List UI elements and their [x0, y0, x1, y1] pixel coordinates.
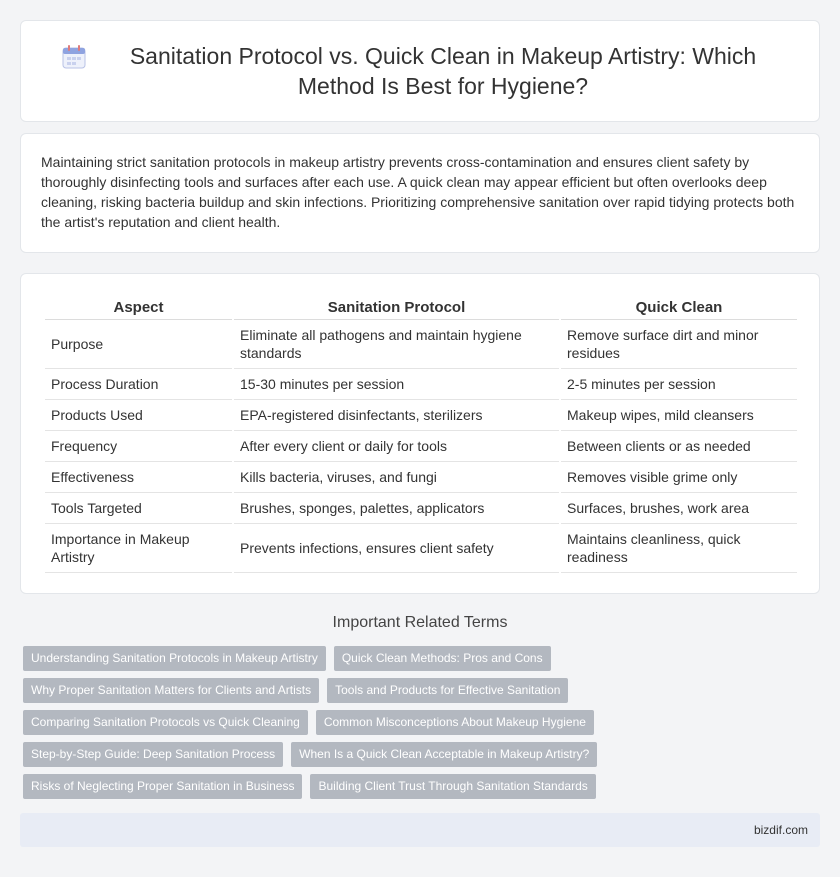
header-aspect: Aspect [45, 294, 232, 320]
cell-sanitation: After every client or daily for tools [234, 431, 559, 462]
related-term-tag[interactable]: When Is a Quick Clean Acceptable in Makeup Artistry? [291, 742, 597, 767]
table-row [45, 369, 797, 400]
cell-quick-clean: Between clients or as needed [561, 431, 797, 462]
cell-quick-clean: Surfaces, brushes, work area [561, 493, 797, 524]
table-row [45, 462, 797, 493]
table-row [45, 320, 797, 369]
cell-quick-clean: Remove surface dirt and minor residues [561, 320, 797, 369]
intro-card [20, 133, 820, 253]
related-term-tag[interactable]: Understanding Sanitation Protocols in Makeup Artistry [23, 646, 326, 671]
cell-aspect: Purpose [45, 320, 232, 369]
cell-quick-clean: 2-5 minutes per session [561, 369, 797, 400]
header-quick-clean: Quick Clean [561, 294, 797, 320]
table-row [45, 493, 797, 524]
related-term-tag[interactable]: Risks of Neglecting Proper Sanitation in Business [23, 774, 302, 799]
comparison-table-card [20, 273, 820, 594]
cell-aspect: Tools Targeted [45, 493, 232, 524]
header-sanitation-protocol: Sanitation Protocol [234, 294, 559, 320]
table-row [45, 400, 797, 431]
related-term-tag[interactable]: Tools and Products for Effective Sanitation [327, 678, 568, 703]
footer-site-link[interactable]: bizdif.com [753, 823, 808, 837]
related-terms-title: Important Related Terms [332, 614, 508, 631]
table-row [45, 431, 797, 462]
related-term-tag[interactable]: Step-by-Step Guide: Deep Sanitation Process [23, 742, 283, 767]
table-row [45, 524, 797, 573]
cell-quick-clean: Maintains cleanliness, quick readiness [561, 524, 797, 573]
related-term-tag[interactable]: Building Client Trust Through Sanitation Standards [310, 774, 595, 799]
cell-aspect: Frequency [45, 431, 232, 462]
header-card [20, 20, 820, 122]
comparison-table [43, 294, 799, 573]
calendar-icon [61, 44, 87, 70]
cell-sanitation: 15-30 minutes per session [234, 369, 559, 400]
cell-aspect: Effectiveness [45, 462, 232, 493]
footer [20, 813, 820, 847]
related-term-tag[interactable]: Comparing Sanitation Protocols vs Quick Cleaning [23, 710, 308, 735]
page-title: Sanitation Protocol vs. Quick Clean in Makeup Artistry: Which Method Is Best for Hygiene? [129, 43, 757, 99]
related-term-tag[interactable]: Common Misconceptions About Makeup Hygiene [316, 710, 594, 735]
related-term-tag[interactable]: Why Proper Sanitation Matters for Clients and Artists [23, 678, 319, 703]
cell-sanitation: Prevents infections, ensures client safety [234, 524, 559, 573]
related-term-tag[interactable]: Quick Clean Methods: Pros and Cons [334, 646, 551, 671]
cell-quick-clean: Removes visible grime only [561, 462, 797, 493]
cell-sanitation: Eliminate all pathogens and maintain hygiene standards [234, 320, 559, 369]
cell-sanitation: EPA-registered disinfectants, sterilizers [234, 400, 559, 431]
cell-sanitation: Kills bacteria, viruses, and fungi [234, 462, 559, 493]
cell-aspect: Products Used [45, 400, 232, 431]
cell-aspect: Importance in Makeup Artistry [45, 524, 232, 573]
cell-sanitation: Brushes, sponges, palettes, applicators [234, 493, 559, 524]
cell-quick-clean: Makeup wipes, mild cleansers [561, 400, 797, 431]
intro-paragraph: Maintaining strict sanitation protocols in makeup artistry prevents cross-contamination and ensures client safety by thoroughly disinfecting tools and surfaces after each use. A quick clean may appear efficient but often overlooks deep cleaning, risking bacteria buildup and skin infections. Prioritizing comprehensive sanitation over rapid tidying protects both the artist's reputation and client health. [41, 154, 795, 230]
table-header-row [45, 294, 797, 320]
related-terms-list [23, 646, 723, 806]
cell-aspect: Process Duration [45, 369, 232, 400]
